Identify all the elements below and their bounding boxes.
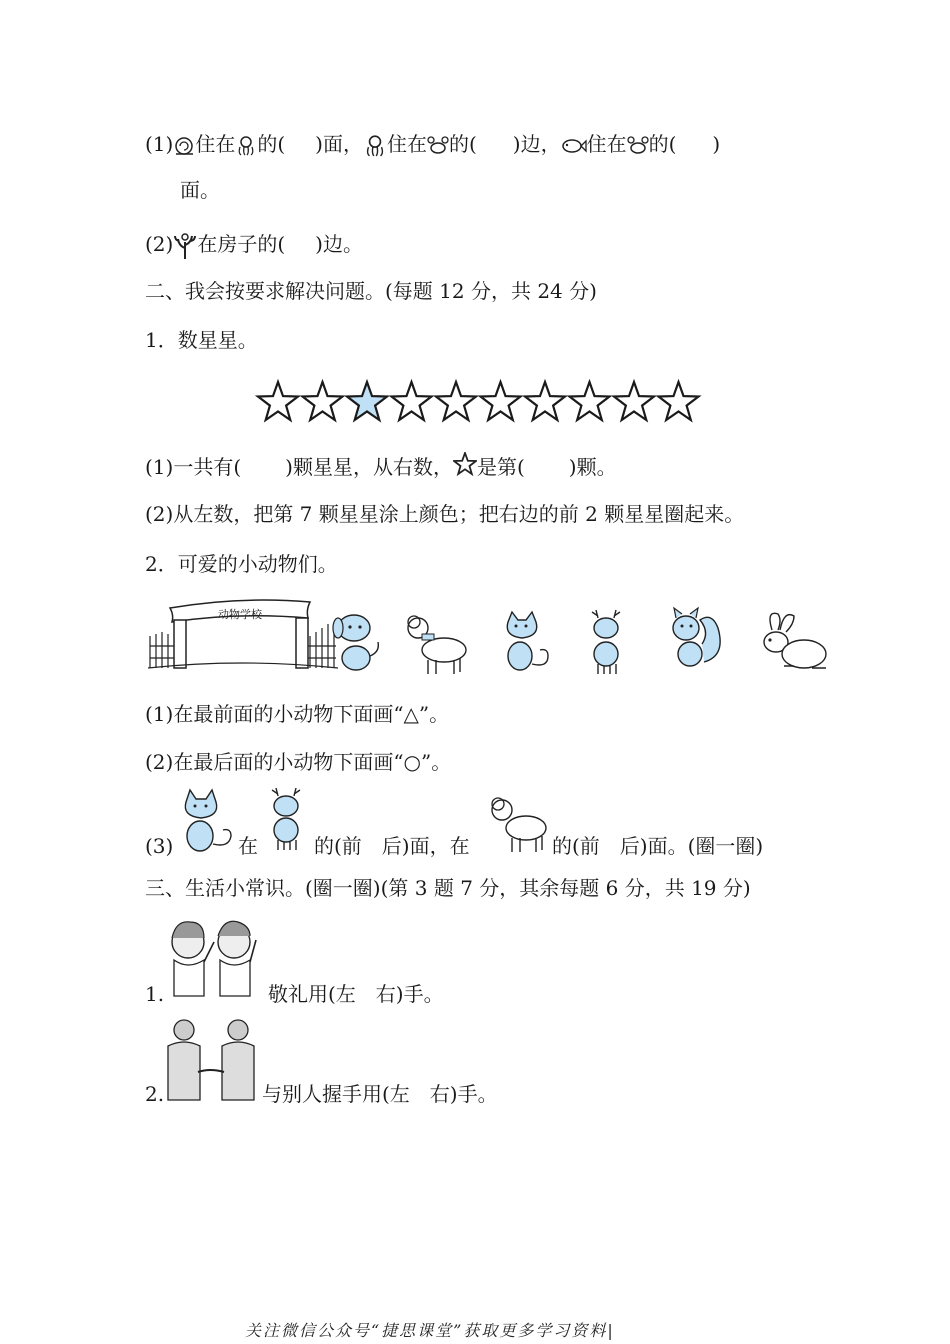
star-9 bbox=[614, 382, 654, 420]
s2-q2-part3-c: 的(前 后)面。(圈一圈) bbox=[552, 834, 764, 858]
section-2-title: 二、我会按要求解决问题。(每题 12 分，共 24 分) bbox=[145, 279, 597, 303]
star-4 bbox=[392, 382, 432, 420]
footer-note: 关注微信公众号“捷思课堂”获取更多学习资料| bbox=[245, 1321, 615, 1340]
star-5 bbox=[436, 382, 476, 420]
star-10 bbox=[659, 382, 699, 420]
s2-q2-title: 2．可爱的小动物们。 bbox=[145, 552, 338, 576]
crab-icon bbox=[627, 135, 649, 157]
star-7 bbox=[525, 382, 565, 420]
star-row bbox=[255, 378, 705, 426]
coral-icon bbox=[173, 232, 197, 260]
s2-q2-part1: (1)在最前面的小动物下面画“△”。 bbox=[145, 702, 450, 726]
s2-q1-part2: (2)从左数，把第 7 颗星星涂上颜色；把右边的前 2 颗星星圈起来。 bbox=[145, 502, 745, 526]
ram-icon bbox=[486, 794, 550, 856]
cat-icon bbox=[507, 612, 548, 670]
octopus-icon bbox=[363, 134, 387, 158]
star-icon bbox=[453, 452, 477, 476]
crab-icon bbox=[427, 135, 449, 157]
squirrel-icon bbox=[673, 608, 720, 666]
question-1-2: (2) 在房子的( )边。 bbox=[145, 230, 363, 260]
s3-q1-num: 1. bbox=[145, 982, 165, 1006]
question-1-1-continued: 面。 bbox=[180, 178, 220, 202]
octopus-icon bbox=[235, 135, 257, 157]
deer-icon bbox=[592, 610, 620, 674]
cat-icon bbox=[176, 786, 236, 856]
star-2 bbox=[303, 382, 343, 420]
s2-q2-part3-a: 在 bbox=[238, 834, 258, 858]
deer-icon bbox=[262, 786, 312, 852]
handshake-icon bbox=[160, 1016, 262, 1102]
s3-q2-num: 2. bbox=[145, 1082, 165, 1106]
rabbit-icon bbox=[764, 613, 826, 668]
s2-q2-part3-prefix: (3) bbox=[145, 834, 174, 858]
star-1 bbox=[258, 382, 298, 420]
star-8 bbox=[570, 382, 610, 420]
snail-icon bbox=[173, 135, 195, 157]
question-1-1: (1) 住在 的( )面， 住在 的( )边， 住在 的( ) bbox=[145, 132, 721, 156]
section-3-title: 三、生活小常识。(圈一圈)(第 3 题 7 分，其余每题 6 分，共 19 分) bbox=[145, 876, 751, 900]
s2-q2-part3-b: 的(前 后)面，在 bbox=[314, 834, 470, 858]
animal-school-row bbox=[148, 596, 838, 674]
s2-q1-part1: (1)一共有( )颗星星，从右数， 是第( )颗。 bbox=[145, 452, 617, 481]
school-gate-icon bbox=[148, 600, 338, 668]
s3-q1-text: 敬礼用(左 右)手。 bbox=[268, 982, 444, 1006]
star-3 bbox=[347, 382, 387, 420]
saluting-children-icon bbox=[160, 918, 262, 1000]
ram-icon bbox=[408, 616, 466, 674]
s2-q1-title: 1．数星星。 bbox=[145, 328, 258, 352]
school-sign-text: 动物学校 bbox=[218, 608, 262, 621]
fish-icon bbox=[561, 136, 587, 156]
s3-q2-text: 与别人握手用(左 右)手。 bbox=[262, 1082, 498, 1106]
star-6 bbox=[481, 382, 521, 420]
s2-q2-part2: (2)在最后面的小动物下面画“○”。 bbox=[145, 750, 452, 774]
dog-icon bbox=[333, 615, 378, 670]
